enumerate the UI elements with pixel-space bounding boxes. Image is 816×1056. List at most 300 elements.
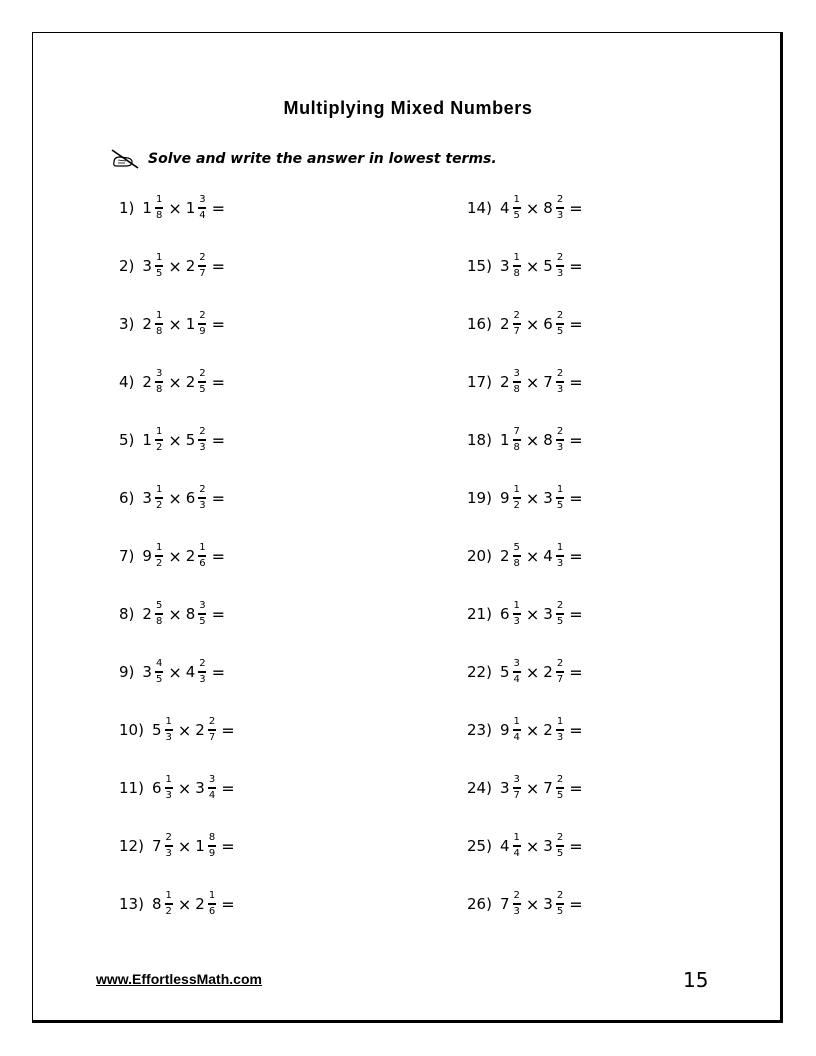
numerator: 2 [556,252,564,263]
fraction [556,485,564,511]
problem-number: 17) [467,373,492,391]
numerator: 1 [513,832,520,843]
whole-number: 2 [185,547,196,565]
numerator: 2 [208,716,216,727]
denominator: 8 [513,268,520,279]
equals-sign: = [569,430,583,450]
fraction [198,369,206,395]
multiply-sign: × [177,836,192,856]
page-number: 15 [683,968,709,992]
denominator: 5 [155,674,163,685]
multiply-sign: × [168,488,182,508]
denominator: 4 [513,732,520,743]
whole-number: 4 [185,663,196,681]
fraction [556,601,564,627]
problem-number: 11) [119,779,144,797]
fraction [513,311,521,337]
problem-item [467,420,583,460]
numerator: 7 [513,426,520,437]
denominator: 5 [556,616,564,627]
numerator: 3 [199,194,206,205]
fraction [165,775,173,801]
fraction [513,195,521,221]
denominator: 7 [556,674,564,685]
problem-number: 6) [119,489,135,507]
denominator: 7 [513,326,520,337]
multiply-sign: × [525,488,540,508]
multiply-sign: × [168,198,182,218]
problem-number: 12) [119,837,144,855]
problem-number: 22) [467,663,492,681]
whole-number: 9 [142,547,152,565]
denominator: 8 [155,384,163,395]
multiply-sign: × [525,662,540,682]
denominator: 3 [556,210,564,221]
fraction [155,543,163,569]
multiply-sign: × [168,546,182,566]
problem-item [119,478,225,518]
equals-sign: = [569,372,583,392]
fraction [513,775,521,801]
fraction [513,659,521,685]
equals-sign: = [211,198,226,218]
numerator: 2 [199,252,206,263]
fraction [155,195,163,221]
problem-item [467,478,583,518]
equals-sign: = [221,778,235,798]
denominator: 7 [208,732,216,743]
denominator: 6 [199,558,206,569]
fraction [513,891,521,917]
problem-number: 25) [467,837,492,855]
numerator: 2 [556,774,564,785]
denominator: 3 [165,732,172,743]
whole-number: 8 [151,895,162,913]
whole-number: 2 [543,721,553,739]
denominator: 4 [199,210,206,221]
website-link[interactable]: www.EffortlessMath.com [96,971,262,987]
whole-number: 2 [499,315,510,333]
problem-item [467,304,583,344]
fraction [155,311,163,337]
fraction [513,253,521,279]
whole-number: 4 [499,837,510,855]
multiply-sign: × [177,778,192,798]
whole-number: 2 [142,605,152,623]
multiply-sign: × [168,372,182,392]
fraction [513,833,521,859]
problem-number: 18) [467,431,492,449]
whole-number: 4 [543,547,553,565]
fraction [198,601,206,627]
whole-number: 3 [499,257,510,275]
fraction [165,833,173,859]
multiply-sign: × [525,604,540,624]
numerator: 5 [155,600,163,611]
numerator: 3 [208,774,216,785]
fraction [165,717,173,743]
numerator: 1 [165,774,172,785]
multiply-sign: × [525,430,540,450]
problem-item [119,420,225,460]
multiply-sign: × [525,256,540,276]
fraction [208,717,216,743]
numerator: 1 [155,542,163,553]
numerator: 1 [556,542,564,553]
numerator: 1 [208,890,216,901]
whole-number: 8 [185,605,196,623]
problem-item [119,710,235,750]
equals-sign: = [211,604,226,624]
worksheet-title: Multiplying Mixed Numbers [283,98,533,118]
fraction [513,601,521,627]
problem-item [467,188,583,228]
numerator: 3 [513,368,520,379]
problem-number: 16) [467,315,492,333]
equals-sign: = [211,430,226,450]
fraction [556,717,564,743]
whole-number: 3 [543,605,553,623]
whole-number: 7 [499,895,510,913]
whole-number: 1 [195,837,205,855]
whole-number: 3 [499,779,510,797]
equals-sign: = [569,256,583,276]
denominator: 8 [513,384,520,395]
fraction [198,311,206,337]
equals-sign: = [569,604,583,624]
whole-number: 5 [499,663,510,681]
problem-item [119,246,225,286]
fraction [556,543,564,569]
whole-number: 6 [543,315,553,333]
fraction [208,775,216,801]
numerator: 2 [556,890,564,901]
denominator: 8 [155,616,163,627]
problem-item [467,652,583,692]
problem-item [119,536,225,576]
problem-number: 5) [119,431,135,449]
numerator: 2 [513,310,520,321]
fraction [155,369,163,395]
denominator: 8 [155,210,163,221]
fraction [198,427,206,453]
denominator: 5 [199,616,206,627]
denominator: 3 [199,674,206,685]
equals-sign: = [211,256,226,276]
denominator: 2 [513,500,520,511]
fraction [198,195,206,221]
numerator: 1 [199,542,206,553]
whole-number: 5 [151,721,162,739]
whole-number: 2 [499,547,510,565]
problem-number: 24) [467,779,492,797]
whole-number: 8 [543,431,553,449]
whole-number: 2 [142,373,152,391]
numerator: 2 [556,310,564,321]
fraction [208,891,216,917]
fraction [198,485,206,511]
fraction [155,659,163,685]
denominator: 3 [199,500,206,511]
denominator: 9 [199,326,206,337]
numerator: 2 [556,368,564,379]
fraction [198,253,206,279]
problem-number: 8) [119,605,135,623]
numerator: 2 [556,832,564,843]
problem-item [119,188,225,228]
fraction [513,543,521,569]
whole-number: 1 [185,199,196,217]
equals-sign: = [569,894,583,914]
numerator: 1 [513,252,520,263]
fraction [198,543,206,569]
problem-number: 7) [119,547,135,565]
fraction [155,427,163,453]
denominator: 5 [556,848,564,859]
denominator: 3 [165,790,172,801]
whole-number: 3 [195,779,205,797]
page-frame [32,32,783,1023]
denominator: 5 [556,326,564,337]
denominator: 5 [556,500,564,511]
problem-number: 23) [467,721,492,739]
fraction [513,369,521,395]
multiply-sign: × [525,836,540,856]
numerator: 2 [556,600,564,611]
problem-item [119,594,225,634]
denominator: 5 [199,384,206,395]
numerator: 3 [513,658,520,669]
numerator: 2 [556,194,564,205]
denominator: 3 [513,616,520,627]
equals-sign: = [211,314,226,334]
denominator: 4 [513,674,520,685]
equals-sign: = [569,836,583,856]
numerator: 3 [199,600,206,611]
problem-number: 13) [119,895,144,913]
multiply-sign: × [177,720,192,740]
problem-item [119,652,225,692]
denominator: 5 [155,268,163,279]
denominator: 2 [155,442,163,453]
whole-number: 2 [499,373,510,391]
numerator: 1 [155,484,163,495]
problem-item [467,884,583,924]
numerator: 4 [155,658,163,669]
numerator: 1 [155,310,163,321]
equals-sign: = [211,662,226,682]
instruction [110,148,497,170]
fraction [556,311,564,337]
denominator: 3 [556,732,564,743]
fraction [155,485,163,511]
multiply-sign: × [168,256,182,276]
equals-sign: = [211,546,226,566]
fraction [556,195,564,221]
equals-sign: = [569,546,583,566]
problem-item [467,594,583,634]
fraction [556,659,564,685]
numerator: 2 [199,484,206,495]
problem-item [467,710,583,750]
whole-number: 3 [543,837,553,855]
whole-number: 8 [543,199,553,217]
fraction [556,775,564,801]
equals-sign: = [221,894,235,914]
fraction [556,253,564,279]
whole-number: 3 [543,489,553,507]
multiply-sign: × [525,546,540,566]
numerator: 2 [165,832,172,843]
problem-item [119,362,225,402]
fraction [155,601,163,627]
equals-sign: = [569,662,583,682]
fraction [208,833,216,859]
problem-number: 15) [467,257,492,275]
numerator: 1 [513,484,520,495]
multiply-sign: × [177,894,192,914]
problem-number: 10) [119,721,144,739]
whole-number: 4 [499,199,510,217]
whole-number: 5 [185,431,196,449]
instruction-text: Solve and write the answer in lowest terms. [148,151,497,167]
problem-item [467,362,583,402]
problem-number: 9) [119,663,135,681]
equals-sign: = [221,720,235,740]
fraction [556,833,564,859]
whole-number: 3 [142,663,152,681]
problem-number: 21) [467,605,492,623]
numerator: 2 [556,658,564,669]
problem-item [119,304,225,344]
numerator: 2 [199,310,206,321]
problem-number: 2) [119,257,135,275]
whole-number: 9 [499,721,510,739]
multiply-sign: × [525,720,540,740]
fraction [198,659,206,685]
fraction [556,427,564,453]
whole-number: 3 [543,895,553,913]
problem-item [467,246,583,286]
numerator: 1 [556,716,564,727]
numerator: 1 [556,484,564,495]
equals-sign: = [569,720,583,740]
problem-item [119,768,235,808]
numerator: 2 [513,890,520,901]
denominator: 9 [208,848,216,859]
whole-number: 1 [185,315,196,333]
denominator: 5 [556,790,564,801]
equals-sign: = [569,314,583,334]
denominator: 2 [155,558,163,569]
whole-number: 1 [142,199,152,217]
problem-number: 3) [119,315,135,333]
whole-number: 2 [185,373,196,391]
whole-number: 9 [499,489,510,507]
numerator: 5 [513,542,520,553]
multiply-sign: × [168,604,182,624]
numerator: 2 [199,658,206,669]
whole-number: 2 [185,257,196,275]
problem-number: 1) [119,199,135,217]
denominator: 6 [208,906,216,917]
denominator: 3 [556,442,564,453]
whole-number: 3 [142,489,152,507]
whole-number: 2 [195,721,205,739]
denominator: 7 [199,268,206,279]
denominator: 3 [556,268,564,279]
numerator: 2 [556,426,564,437]
problem-number: 14) [467,199,492,217]
multiply-sign: × [525,894,540,914]
denominator: 3 [199,442,206,453]
whole-number: 3 [142,257,152,275]
problem-number: 20) [467,547,492,565]
multiply-sign: × [168,662,182,682]
numerator: 1 [155,426,163,437]
denominator: 3 [513,906,520,917]
numerator: 1 [513,600,520,611]
fraction [556,891,564,917]
whole-number: 7 [543,373,553,391]
fraction [155,253,163,279]
equals-sign: = [569,198,583,218]
equals-sign: = [221,836,235,856]
multiply-sign: × [525,778,540,798]
numerator: 2 [199,426,206,437]
denominator: 8 [155,326,163,337]
whole-number: 2 [142,315,152,333]
multiply-sign: × [525,198,540,218]
numerator: 2 [199,368,206,379]
numerator: 1 [155,194,163,205]
numerator: 3 [513,774,520,785]
numerator: 1 [155,252,163,263]
problem-item [119,826,235,866]
multiply-sign: × [525,314,540,334]
multiply-sign: × [168,314,182,334]
problem-item [467,768,583,808]
fraction [165,891,173,917]
whole-number: 6 [185,489,196,507]
denominator: 3 [556,558,564,569]
whole-number: 7 [151,837,162,855]
equals-sign: = [569,488,583,508]
whole-number: 1 [499,431,510,449]
denominator: 3 [165,848,172,859]
numerator: 8 [208,832,216,843]
multiply-sign: × [168,430,182,450]
denominator: 8 [513,442,520,453]
fraction [556,369,564,395]
whole-number: 7 [543,779,553,797]
whole-number: 2 [195,895,205,913]
writing-hand-icon [110,148,140,170]
denominator: 7 [513,790,520,801]
equals-sign: = [569,778,583,798]
equals-sign: = [211,488,226,508]
denominator: 3 [556,384,564,395]
denominator: 2 [155,500,163,511]
fraction [513,485,521,511]
problem-item [119,884,235,924]
problem-number: 26) [467,895,492,913]
equals-sign: = [211,372,226,392]
whole-number: 6 [499,605,510,623]
numerator: 1 [165,716,172,727]
numerator: 1 [513,716,520,727]
numerator: 1 [165,890,172,901]
